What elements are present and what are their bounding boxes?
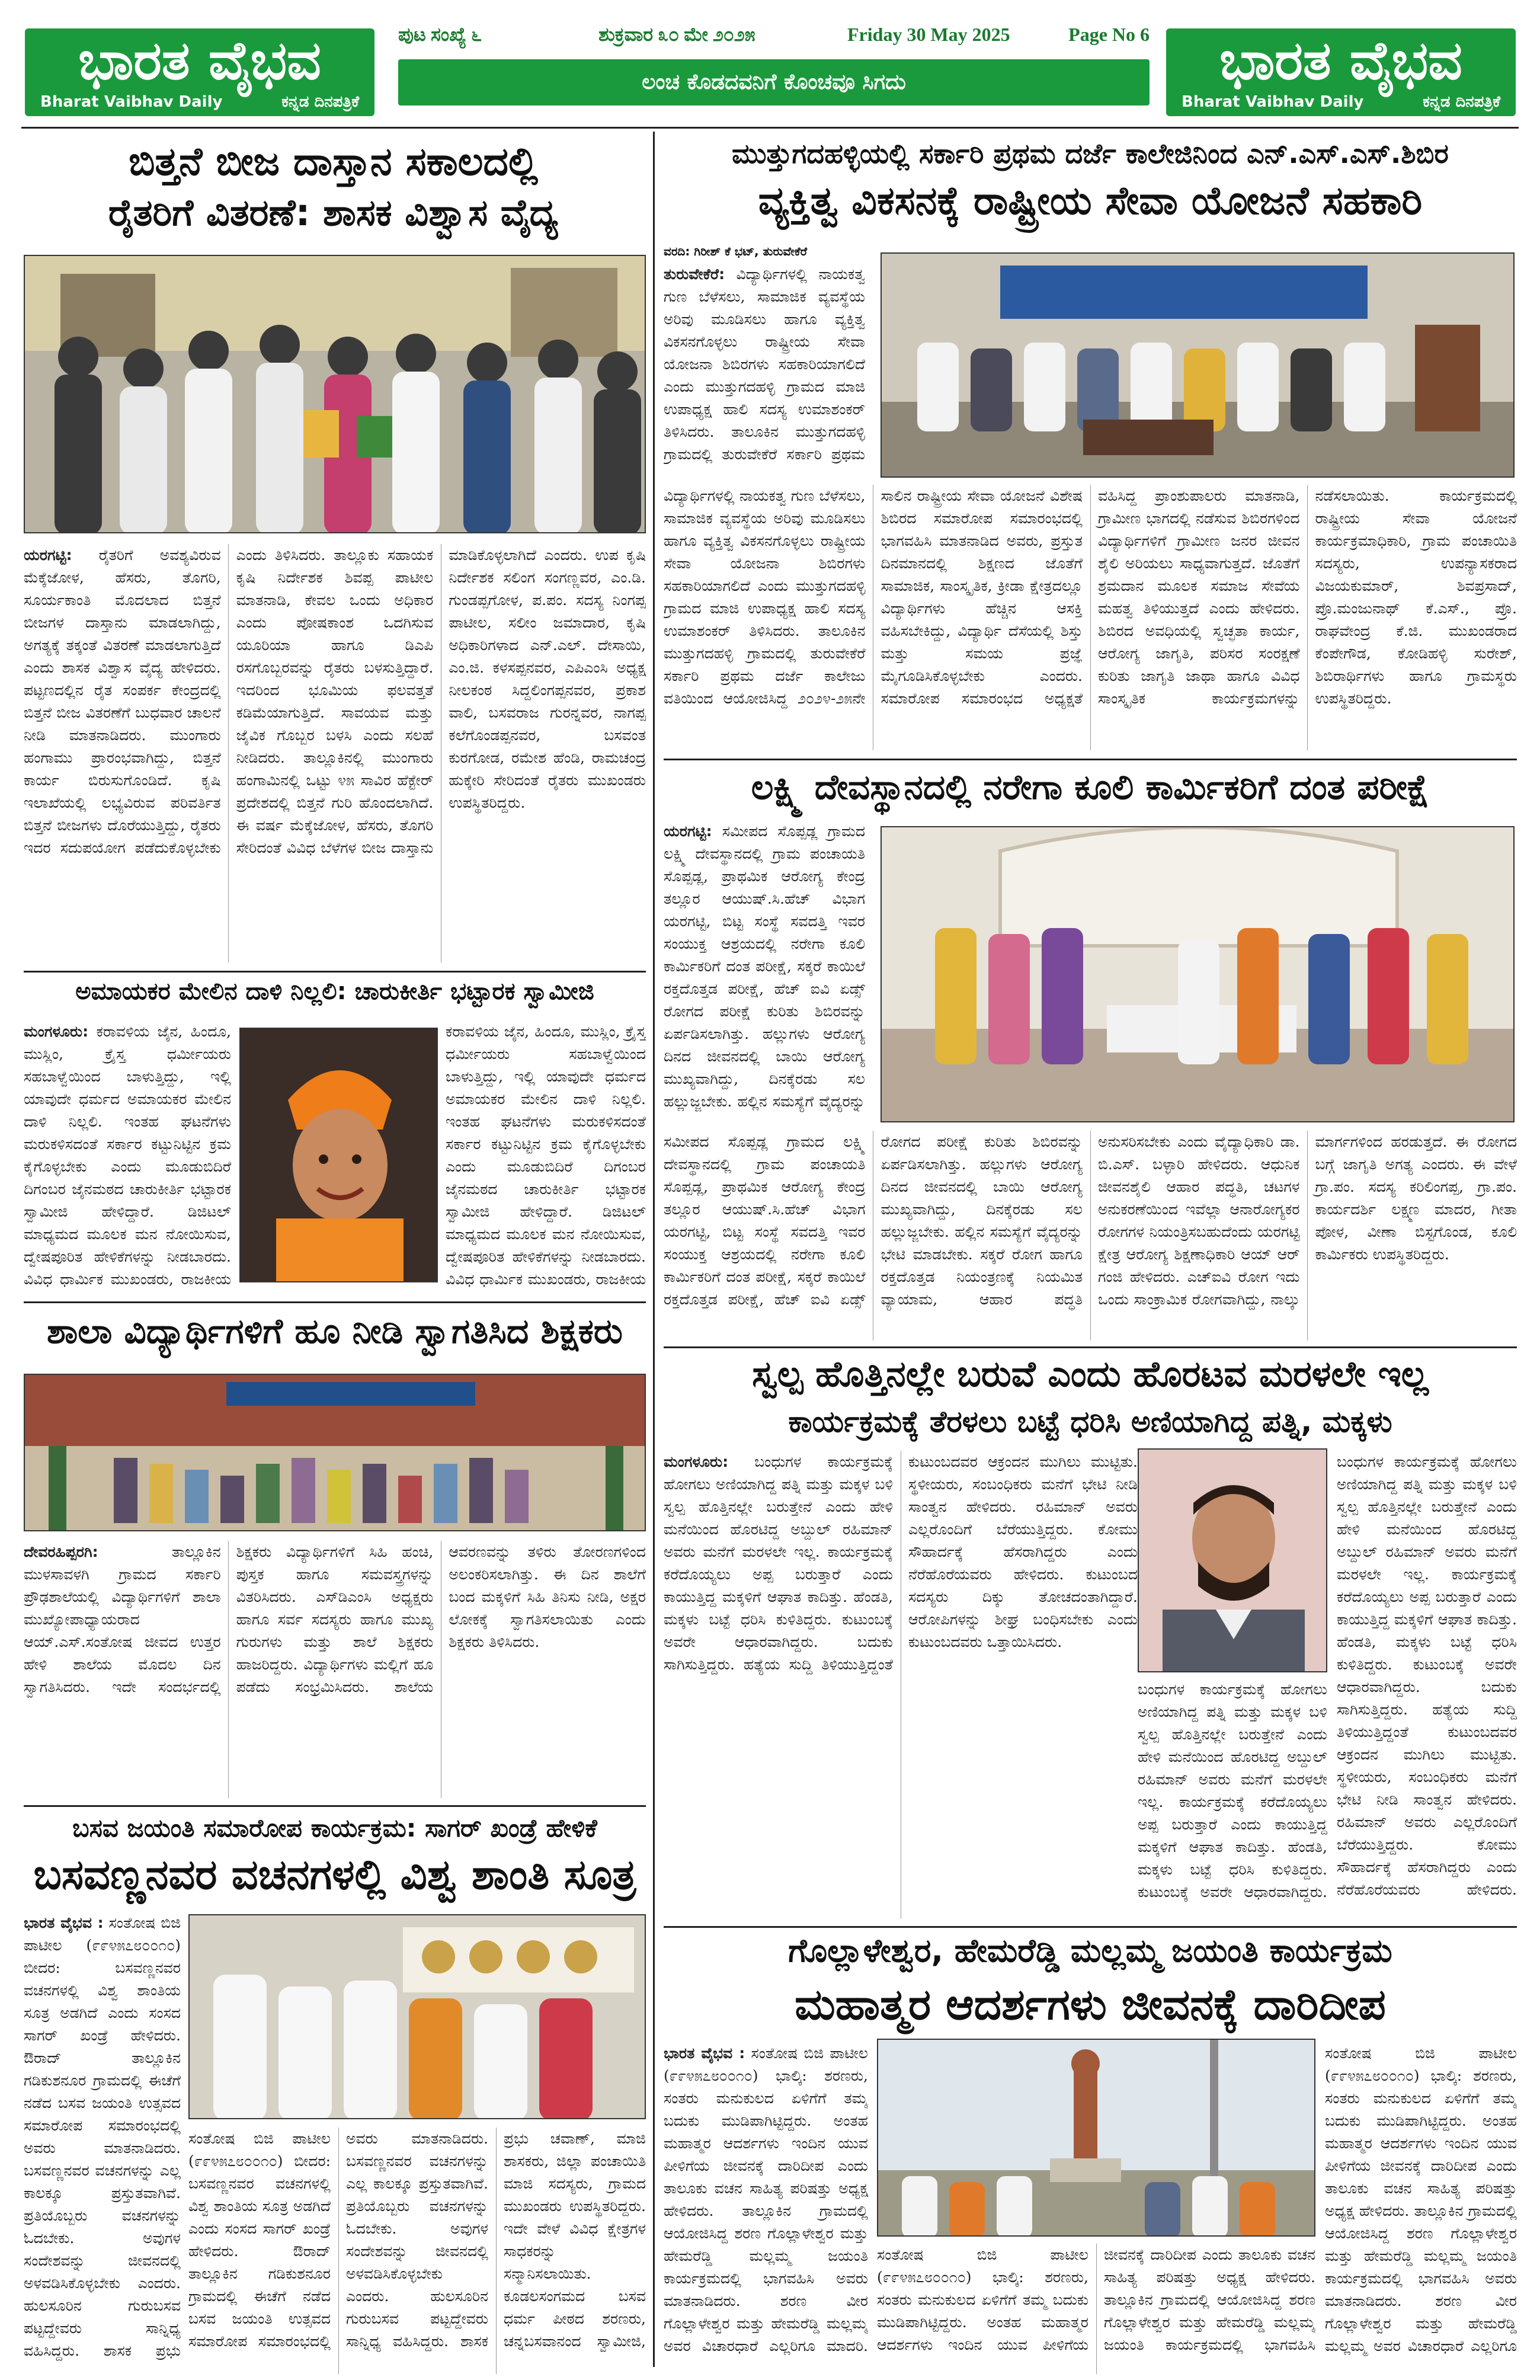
seeds-text: ರೈತರಿಗೆ ಅವಶ್ಯವಿರುವ ಮೆಕ್ಕೆಜೋಳ, ಹೆಸರು, ತೊಗರಿ, ಸೂರ್ಯಕಾಂತಿ ಮೊದಲಾದ ಬಿತ್ತನೆ ಬೀಜಗಳ ದಾಸ್ತಾನು ಮಾಡಲಾಗಿದ್ದು, ಅಗತ್ಯಕ್ಕೆ ತಕ್ಕಂತೆ ವಿತರಣೆ ಮಾಡಲಾಗುತ್ತಿದೆ ಎಂದು ಶಾಸಕ ವಿಶ್ವಾಸ ವೈದ್ಯ ಹೇಳಿದರು. ಪಟ್ಟಣದಲ್ಲಿನ ರೈತ ಸಂಪರ್ಕ ಕೇಂದ್ರದಲ್ಲಿ ಬಿತ್ತನೆ ಬೀಜ ವಿತರಣೆಗೆ ಬುಧವಾರ ಚಾಲನೆ ನೀಡಿ ಮಾತನಾಡಿದರು. ಮುಂಗಾರು ಹಂಗಾಮು ಪ್ರಾರಂಭವಾಗಿದ್ದು, ಬಿತ್ತನೆ ಕಾರ್ಯ ಬಿರುಸುಗೊಂಡಿದೆ. ಕೃಷಿ ಇಲಾಖೆಯಲ್ಲಿ ಲಭ್ಯವಿರುವ ಪರಿವರ್ತಿತ ಬಿತ್ತನೆ ಬೀಜಗಳು ದೊರೆಯುತ್ತಿದ್ದು, ರೈತರು ಇದರ ಸದುಪಯೋಗ ಪಡೆದುಕೊಳ್ಳಬೇಕು ಎಂದು ತಿಳಿಸಿದರು. ತಾಲ್ಲೂಕು ಸಹಾಯಕ ಕೃಷಿ ನಿರ್ದೇಶಕ ಶಿವಪ್ಪ ಪಾಟೀಲ ಮಾತನಾಡಿ, ಕೇವಲ ಒಂದು ಅಧಿಕಾರ ಎಂದು ಪೋಷಕಾಂಶ ಒದಗಿಸುವ ಯೂರಿಯಾ ಹಾಗೂ ಡಿಎಪಿ ರಸಗೊಬ್ಬರವನ್ನು ರೈತರು ಬಳಸುತ್ತಿದ್ದಾರೆ. ಇದರಿಂದ ಭೂಮಿಯ ಫಲವತ್ತತೆ ಕಡಿಮೆಯಾಗುತ್ತಿದೆ. ಸಾವಯವ ಮತ್ತು ಜೈವಿಕ ಗೊಬ್ಬರ ಬಳಸಿ ಎಂದು ಸಲಹೆ ನೀಡಿದರು. ತಾಲ್ಲೂಕಿನಲ್ಲಿ ಮುಂಗಾರು ಹಂಗಾಮಿನಲ್ಲಿ ಒಟ್ಟು ೪೫ ಸಾವಿರ ಹೆಕ್ಟೇರ್ ಪ್ರದೇಶದಲ್ಲಿ ಬಿತ್ತನೆ ಗುರಿ ಹೊಂದಲಾಗಿದೆ. ಈ ವರ್ಷ ಮೆಕ್ಕೆಜೋಳ, ಹೆಸರು, ತೊಗರಿ ಸೇರಿದಂತೆ ವಿವಿಧ ಬೆಳೆಗಳ ಬೀಜ ದಾಸ್ತಾನು ಮಾಡಿಕೊಳ್ಳಲಾಗಿದೆ ಎಂದರು. ಉಪ ಕೃಷಿ ನಿರ್ದೇಶಕ ಸಲಿಂಗ ಸಂಗಣ್ಣವರ, ಎಂ.ಡಿ. ಗುಂಡಪ್ಪಗೋಳ, ಪ.ಪಂ. ಸದಸ್ಯ ನಿಂಗಪ್ಪ ಪಾಟೀಲ, ಸಲೀಂ ಜಮಾದಾರ, ಕೃಷಿ ಅಧಿಕಾರಿಗಳಾದ ಎನ್.ಎಲ್. ದೇಸಾಯಿ, ಎಂ.ಜಿ. ಕಳಸಪ್ಪನವರ, ಎಪಿಎಂಸಿ ಅಧ್ಯಕ್ಷ ನೀಲಕಂಠ ಸಿದ್ದಲಿಂಗಪ್ಪನವರ, ಪ್ರಕಾಶ ವಾಲಿ, ಬಸವರಾಜ ಗುರನ್ನವರ, ನಾಗಪ್ಪ ಕಲೆಗೊಂಡಪ್ಪನವರ, ಬಸವಂತ ಕುರಗೋಡ, ರಮೇಶ ಹೆಂಡಿ, ರಾಮಚಂದ್ರ ಹುಕ್ಕೇರಿ ಸೇರಿದಂತೆ ರೈತರು ಮುಖಂಡರು ಉಪಸ್ಥಿತರಿದ್ದರು. — [24, 546, 646, 856]
nrega-text: ಸಮೀಪದ ಸೊಪ್ಪಡ್ಲ ಗ್ರಾಮದ ಲಕ್ಷ್ಮಿ ದೇವಸ್ಥಾನದಲ್ಲಿ ಗ್ರಾಮ ಪಂಚಾಯತಿ ಸೊಪ್ಪಡ್ಲ, ಪ್ರಾಥಮಿಕ ಆರೋಗ್ಯ ಕೇಂದ್ರ ತಲ್ಲೂರ ಆಯುಷ್.ಸಿ.ಹೆಚ್ ವಿಭಾಗ ಯರಗಟ್ಟಿ, ಬಿಟ್ಟ ಸಂಸ್ಥೆ ಸವದತ್ತಿ ಇವರ ಸಂಯುಕ್ತ ಆಶ್ರಯದಲ್ಲಿ ನರೇಗಾ ಕೂಲಿ ಕಾರ್ಮಿಕರಿಗೆ ದಂತ ಪರೀಕ್ಷೆ, ಸಕ್ಕರೆ ಕಾಯಿಲೆ ರಕ್ತದೊತ್ತಡ ಪರೀಕ್ಷೆ, ಹೆಚ್ ಐವಿ ಏಡ್ಸ್ ರೋಗದ ಪರೀಕ್ಷೆ ಕುರಿತು ಶಿಬಿರವನ್ನು ಏರ್ಪಡಿಸಲಾಗಿತ್ತು. ಹಲ್ಲುಗಳು ಆರೋಗ್ಯ ದಿನದ ಜೀವನದಲ್ಲಿ ಬಾಯಿ ಆರೋಗ್ಯ ಮುಖ್ಯವಾಗಿದ್ದು, ದಿನಕ್ಕೆರಡು ಸಲ ಹಲ್ಲುಜ್ಜಬೇಕು. ಹಲ್ಲಿನ ಸಮಸ್ಯೆಗೆ ವೈದ್ಯರನ್ನು — [664, 823, 865, 1110]
basava-photo — [188, 1914, 646, 2119]
basava-text-cont: ಸಂತೋಷ ಬಿಜಿ ಪಾಟೀಲ (೯೯೪೫೭೮೦೦೧೦) ಬೀದರ: ಬಸವಣ್ಣನವರ ವಚನಗಳಲ್ಲಿ ವಿಶ್ವ ಶಾಂತಿಯ ಸೂತ್ರ ಅಡಗಿದೆ ಎಂದು ಸಂಸದ ಸಾಗರ್ ಖಂಡ್ರೆ ಹೇಳಿದರು. ಔರಾದ್ ತಾಲ್ಲೂಕಿನ ಗಡಿಕುಶನೂರ ಗ್ರಾಮದಲ್ಲಿ ಈಚೆಗೆ ನಡೆದ ಬಸವ ಜಯಂತಿ ಉತ್ಸವದ ಸಮಾರೋಪ ಸಮಾರಂಭದಲ್ಲಿ ಅವರು ಮಾತನಾಡಿದರು. ಬಸವಣ್ಣನವರ ವಚನಗಳನ್ನು ಎಲ್ಲ ಕಾಲಕ್ಕೂ ಪ್ರಸ್ತುತವಾಗಿವೆ. ಪ್ರತಿಯೊಬ್ಬರು ವಚನಗಳನ್ನು ಓದಬೇಕು. ಅವುಗಳ ಸಂದೇಶವನ್ನು ಜೀವನದಲ್ಲಿ ಅಳವಡಿಸಿಕೊಳ್ಳಬೇಕು ಎಂದರು. ಹುಲಸೂರಿನ ಗುರುಬಸವ ಪಟ್ಟದ್ದೇವರು ಸಾನ್ನಿಧ್ಯ ವಹಿಸಿದ್ದರು. ಶಾಸಕ ಪ್ರಭು ಚವಾಣ್, ಮಾಜಿ ಶಾಸಕರು, ಜಿಲ್ಲಾ ಪಂಚಾಯಿತಿ ಮಾಜಿ ಸದಸ್ಯರು, ಗ್ರಾಮದ ಮುಖಂಡರು ಉಪಸ್ಥಿತರಿದ್ದರು. ಇದೇ ವೇಳೆ ವಿವಿಧ ಕ್ಷೇತ್ರಗಳ ಸಾಧಕರನ್ನು ಸನ್ಮಾನಿಸಲಾಯಿತು. ಕೂಡಲಸಂಗಮದ ಬಸವ ಧರ್ಮ ಪೀಠದ ಶರಣರು, ಚನ್ನಬಸವಾನಂದ ಸ್ವಾಮೀಜಿ, — [188, 2130, 646, 2350]
marale-headline: ಸ್ವಲ್ಪ ಹೊತ್ತಿನಲ್ಲೇ ಬರುವೆ ಎಂದು ಹೊರಟವ ಮರಳಲೇ ಇಲ್ಲ — [752, 1354, 1429, 1395]
nrega-headline: ಲಕ್ಷ್ಮಿ ದೇವಸ್ಥಾನದಲ್ಲಿ ನರೇಗಾ ಕೂಲಿ ಕಾರ್ಮಿಕರಿಗೆ ದಂತ ಪರೀಕ್ಷೆ — [751, 767, 1430, 807]
jain-text: ಕರಾವಳಿಯ ಜೈನ, ಹಿಂದೂ, ಮುಸ್ಲಿಂ, ಕ್ರೈಸ್ತ ಧರ್ಮೀಯರು ಸಹಬಾಳ್ವೆಯಿಂದ ಬಾಳುತ್ತಿದ್ದು, ಇಲ್ಲಿ ಯಾವುದೇ ಧರ್ಮದ ಅಮಾಯಕರ ಮೇಲಿನ ದಾಳಿ ನಿಲ್ಲಲಿ. ಇಂತಹ ಘಟನೆಗಳು ಮರುಕಳಿಸದಂತೆ ಸರ್ಕಾರ ಕಟ್ಟುನಿಟ್ಟಿನ ಕ್ರಮ ಕೈಗೊಳ್ಳಬೇಕು ಎಂದು ಮೂಡುಬಿದಿರೆ ದಿಗಂಬರ ಜೈನಮಠದ ಚಾರುಕೀರ್ತಿ ಭಟ್ಟಾರಕ ಸ್ವಾಮೀಜಿ ಹೇಳಿದ್ದಾರೆ. ಡಿಜಿಟಲ್ ಮಾಧ್ಯಮದ ಮೂಲಕ ಮನ ನೋಯಿಸುವ, ದ್ವೇಷಪೂರಿತ ಹೇಳಿಕೆಗಳನ್ನು ನೀಡಬಾರದು. ವಿವಿಧ ಧಾರ್ಮಿಕ ಮುಖಂಡರು, ರಾಜಕೀಯ — [24, 1023, 231, 1288]
page-number: Page No 6 — [1068, 24, 1150, 45]
mahatma-body-right — [1325, 2042, 1517, 2374]
seeds-headline-2: ರೈತರಿಗೆ ವಿತರಣೆ: ಶಾಸಕ ವಿಶ್ವಾಸ ವೈದ್ಯ — [108, 191, 559, 234]
issue-number: ಪುಟ ಸಂಖ್ಯೆ ೬ — [398, 24, 482, 45]
nrega-body-left — [664, 820, 865, 1126]
mahatma-dateline: ಭಾರತ ವೈಭವ : — [664, 2045, 745, 2062]
masthead-title: ಭಾರತ ವೈಭವ — [78, 29, 321, 92]
masthead-subtitle-en: Bharat Vaibhav Daily — [40, 93, 223, 111]
mahatma-headline: ಮಹಾತ್ಮರ ಆದರ್ಶಗಳು ಜೀವನಕ್ಕೆ ದಾರಿದೀಪ — [795, 1979, 1386, 2029]
basava-body-right — [188, 2128, 646, 2374]
jain-body-right — [446, 1021, 646, 1293]
seeds-body — [24, 544, 646, 962]
nss-headline: ವ್ಯಕ್ತಿತ್ವ ವಿಕಸನಕ್ಕೆ ರಾಷ್ಟ್ರೀಯ ಸೇವಾ ಯೋಜನೆ ಸಹಕಾರಿ — [758, 178, 1423, 223]
nrega-dateline: ಯರಗಟ್ಟಿ: — [664, 823, 712, 840]
marale-dateline: ಮಂಗಳೂರು: — [664, 1453, 729, 1470]
mahatma-text-cont: ಸಂತೋಷ ಬಿಜಿ ಪಾಟೀಲ (೯೯೪೫೭೮೦೦೧೦) ಭಾಲ್ಕಿ: ಶರಣರು, ಸಂತರು ಮನುಕುಲದ ಏಳಿಗೆಗೆ ತಮ್ಮ ಬದುಕು ಮುಡಿಪಾಗಿಟ್ಟಿದ್ದರು. ಅಂತಹ ಮಹಾತ್ಮರ ಆದರ್ಶಗಳು ಇಂದಿನ ಯುವ ಪೀಳಿಗೆಯ ಜೀವನಕ್ಕೆ ದಾರಿದೀಪ ಎಂದು ತಾಲೂಕು ವಚನ ಸಾಹಿತ್ಯ ಪರಿಷತ್ತು ಅಧ್ಯಕ್ಷ ಹೇಳಿದರು. ತಾಲ್ಲೂಕಿನ ಗ್ರಾಮದಲ್ಲಿ ಆಯೋಜಿಸಿದ್ದ ಶರಣ ಗೊಲ್ಲಾಳೇಶ್ವರ ಮತ್ತು ಹೇಮರೆಡ್ಡಿ ಮಲ್ಲಮ್ಮ ಜಯಂತಿ ಕಾರ್ಯಕ್ರಮದಲ್ಲಿ ಭಾಗವಹಿಸಿ — [877, 2246, 1315, 2353]
date-kannada: ಶುಕ್ರವಾರ ೩೦ ಮೇ ೨೦೨೫ — [598, 24, 755, 45]
seeds-dateline: ಯರಗಟ್ಟಿ: — [24, 546, 72, 564]
rule-nss — [664, 759, 1517, 760]
rule-jain — [24, 1301, 646, 1303]
mahatma-text-end: ಸಂತೋಷ ಬಿಜಿ ಪಾಟೀಲ (೯೯೪೫೭೮೦೦೧೦) ಭಾಲ್ಕಿ: ಶರಣರು, ಸಂತರು ಮನುಕುಲದ ಏಳಿಗೆಗೆ ತಮ್ಮ ಬದುಕು ಮುಡಿಪಾಗಿಟ್ಟಿದ್ದರು. ಅಂತಹ ಮಹಾತ್ಮರ ಆದರ್ಶಗಳು ಇಂದಿನ ಯುವ ಪೀಳಿಗೆಯ ಜೀವನಕ್ಕೆ ದಾರಿದೀಪ ಎಂದು ತಾಲೂಕು ವಚನ ಸಾಹಿತ್ಯ ಪರಿಷತ್ತು ಅಧ್ಯಕ್ಷ ಹೇಳಿದರು. ತಾಲ್ಲೂಕಿನ ಗ್ರಾಮದಲ್ಲಿ ಆಯೋಜಿಸಿದ್ದ ಶರಣ ಗೊಲ್ಲಾಳೇಶ್ವರ ಮತ್ತು ಹೇಮರೆಡ್ಡಿ ಮಲ್ಲಮ್ಮ ಜಯಂತಿ ಕಾರ್ಯಕ್ರಮದಲ್ಲಿ ಭಾಗವಹಿಸಿ ಅವರು ಮಾತನಾಡಿದರು. ಶರಣ ವೀರ ಗೊಲ್ಲಾಳೇಶ್ವರ ಮತ್ತು ಹೇಮರೆಡ್ಡಿ ಮಲ್ಲಮ್ಮ ಅವರ ವಿಚಾರಧಾರೆ ಎಲ್ಲರಿಗೂ — [1325, 2045, 1517, 2355]
nss-text: ವಿದ್ಯಾರ್ಥಿಗಳಲ್ಲಿ ನಾಯಕತ್ವ ಗುಣ ಬೆಳೆಸಲು, ಸಾಮಾಜಿಕ ವ್ಯವಸ್ಥೆಯ ಅರಿವು ಮೂಡಿಸಲು ಹಾಗೂ ವ್ಯಕ್ತಿತ್ವ ವಿಕಸನಗೊಳ್ಳಲು ರಾಷ್ಟ್ರೀಯ ಸೇವಾ ಯೋಜನಾ ಶಿಬಿರಗಳು ಸಹಕಾರಿಯಾಗಲಿದೆ ಎಂದು ಮುತ್ತುಗದಹಳ್ಳಿ ಗ್ರಾಮದ ಮಾಜಿ ಉಪಾಧ್ಯಕ್ಷ ಹಾಲಿ ಸದಸ್ಯ ಉಮಾಶಂಕರ್ ತಿಳಿಸಿದರು. ತಾಲೂಕಿನ ಮುತ್ತುಗದಹಳ್ಳಿ ಗ್ರಾಮದಲ್ಲಿ ತುರುವೇಕೆರೆ ಸರ್ಕಾರಿ ಪ್ರಥಮ — [664, 265, 865, 463]
basava-body-left — [24, 1912, 181, 2374]
basava-dateline: ಭಾರತ ವೈಭವ : — [24, 1914, 104, 1931]
masthead-subtitle-en-right: Bharat Vaibhav Daily — [1182, 93, 1364, 111]
marale-body-left — [664, 1451, 1138, 1919]
mahatma-body-left — [664, 2042, 868, 2374]
mahatma-kicker: ಗೊಲ್ಲಾಳೇಶ್ವರ, ಹೇಮರೆಡ್ಡಿ ಮಲ್ಲಮ್ಮ ಜಯಂತಿ ಕಾರ್ಯಕ್ರಮ — [788, 1932, 1392, 1969]
marale-body-mid — [1138, 1678, 1327, 1919]
nss-byline: ವರದಿ: ಗಿರೀಶ್ ಕೆ ಭಟ್, ತುರುವೇಕೆರೆ — [664, 244, 808, 258]
marale-text-end: ಬಂಧುಗಳ ಕಾರ್ಯಕ್ರಮಕ್ಕೆ ಹೋಗಲು ಅಣಿಯಾಗಿದ್ದ ಪತ್ನಿ ಮತ್ತು ಮಕ್ಕಳ ಬಳಿ ಸ್ವಲ್ಪ ಹೊತ್ತಿನಲ್ಲೇ ಬರುತ್ತೇನೆ ಎಂದು ಹೇಳಿ ಮನೆಯಿಂದ ಹೊರಟಿದ್ದ ಅಬ್ದುಲ್ ರಹಿಮಾನ್ ಅವರು ಮನೆಗೆ ಮರಳಲೇ ಇಲ್ಲ. ಕಾರ್ಯಕ್ರಮಕ್ಕೆ ಕರೆದೊಯ್ಯಲು ಅಪ್ಪ ಬರುತ್ತಾರೆ ಎಂದು ಕಾಯುತ್ತಿದ್ದ ಮಕ್ಕಳಿಗೆ ಆಘಾತ ಕಾದಿತ್ತು. ಹೆಂಡತಿ, ಮಕ್ಕಳು ಬಟ್ಟೆ ಧರಿಸಿ ಕುಳಿತಿದ್ದರು. ಕುಟುಂಬಕ್ಕೆ ಅವರೇ ಆಧಾರವಾಗಿದ್ದರು. ಬದುಕು ಸಾಗಿಸುತ್ತಿದ್ದರು. ಹತ್ಯೆಯ ಸುದ್ದಿ ತಿಳಿಯುತ್ತಿದ್ದಂತೆ ಕುಟುಂಬದವರ ಆಕ್ರಂದನ ಮುಗಿಲು ಮುಟ್ಟಿತು. ಸ್ಥಳೀಯರು, ಸಂಬಂಧಿಕರು ಮನೆಗೆ ಭೇಟಿ ನೀಡಿ ಸಾಂತ್ವನ ಹೇಳಿದರು. ರಹಿಮಾನ್ ಅವರು ಎಲ್ಲರೊಂದಿಗೆ ಬೆರೆಯುತ್ತಿದ್ದರು. ಕೋಮು ಸೌಹಾರ್ದಕ್ಕೆ ಹೆಸರಾಗಿದ್ದರು ಎಂದು ನೆರೆಹೊರೆಯವರು ಹೇಳಿದರು. — [1337, 1453, 1517, 1898]
seeds-headline-1: ಬಿತ್ತನೆ ಬೀಜ ದಾಸ್ತಾನ ಸಕಾಲದಲ್ಲಿ — [129, 139, 538, 184]
nrega-photo — [881, 826, 1515, 1122]
rule-seeds — [24, 971, 646, 973]
masthead-logo-right — [1166, 28, 1516, 116]
marale-text-cont: ಬಂಧುಗಳ ಕಾರ್ಯಕ್ರಮಕ್ಕೆ ಹೋಗಲು ಅಣಿಯಾಗಿದ್ದ ಪತ್ನಿ ಮತ್ತು ಮಕ್ಕಳ ಬಳಿ ಸ್ವಲ್ಪ ಹೊತ್ತಿನಲ್ಲೇ ಬರುತ್ತೇನೆ ಎಂದು ಹೇಳಿ ಮನೆಯಿಂದ ಹೊರಟಿದ್ದ ಅಬ್ದುಲ್ ರಹಿಮಾನ್ ಅವರು ಮನೆಗೆ ಮರಳಲೇ ಇಲ್ಲ. ಕಾರ್ಯಕ್ರಮಕ್ಕೆ ಕರೆದೊಯ್ಯಲು ಅಪ್ಪ ಬರುತ್ತಾರೆ ಎಂದು ಕಾಯುತ್ತಿದ್ದ ಮಕ್ಕಳಿಗೆ ಆಘಾತ ಕಾದಿತ್ತು. ಹೆಂಡತಿ, ಮಕ್ಕಳು ಬಟ್ಟೆ ಧರಿಸಿ ಕುಳಿತಿದ್ದರು. ಕುಟುಂಬಕ್ಕೆ ಅವರೇ ಆಧಾರವಾಗಿದ್ದರು. — [1138, 1681, 1327, 1901]
school-photo — [24, 1374, 646, 1531]
jain-text-cont: ಕರಾವಳಿಯ ಜೈನ, ಹಿಂದೂ, ಮುಸ್ಲಿಂ, ಕ್ರೈಸ್ತ ಧರ್ಮೀಯರು ಸಹಬಾಳ್ವೆಯಿಂದ ಬಾಳುತ್ತಿದ್ದು, ಇಲ್ಲಿ ಯಾವುದೇ ಧರ್ಮದ ಅಮಾಯಕರ ಮೇಲಿನ ದಾಳಿ ನಿಲ್ಲಲಿ. ಇಂತಹ ಘಟನೆಗಳು ಮರುಕಳಿಸದಂತೆ ಸರ್ಕಾರ ಕಟ್ಟುನಿಟ್ಟಿನ ಕ್ರಮ ಕೈಗೊಳ್ಳಬೇಕು ಎಂದು ಮೂಡುಬಿದಿರೆ ದಿಗಂಬರ ಜೈನಮಠದ ಚಾರುಕೀರ್ತಿ ಭಟ್ಟಾರಕ ಸ್ವಾಮೀಜಿ ಹೇಳಿದ್ದಾರೆ. ಡಿಜಿಟಲ್ ಮಾಧ್ಯಮದ ಮೂಲಕ ಮನ ನೋಯಿಸುವ, ದ್ವೇಷಪೂರಿತ ಹೇಳಿಕೆಗಳನ್ನು ನೀಡಬಾರದು. ವಿವಿಧ ಧಾರ್ಮಿಕ ಮುಖಂಡರು, ರಾಜಕೀಯ — [446, 1023, 646, 1288]
school-body — [24, 1541, 646, 1798]
rule-nrega — [664, 1346, 1517, 1348]
seeds-photo — [24, 255, 646, 533]
nss-dateline: ತುರುವೇಕೆರೆ: — [664, 265, 725, 283]
rule-school — [24, 1805, 646, 1807]
masthead-rule — [21, 127, 1519, 129]
basava-headline: ಬಸವಣ್ಣನವರ ವಚನಗಳಲ್ಲಿ ವಿಶ್ವ ಶಾಂತಿ ಸೂತ್ರ — [33, 1850, 636, 1899]
masthead-subtitle-kn: ಕನ್ನಡ ದಿನಪತ್ರಿಕೆ — [281, 93, 359, 111]
mahatma-text: ಸಂತೋಷ ಬಿಜಿ ಪಾಟೀಲ (೯೯೪೫೭೮೦೦೧೦) ಭಾಲ್ಕಿ: ಶರಣರು, ಸಂತರು ಮನುಕುಲದ ಏಳಿಗೆಗೆ ತಮ್ಮ ಬದುಕು ಮುಡಿಪಾಗಿಟ್ಟಿದ್ದರು. ಅಂತಹ ಮಹಾತ್ಮರ ಆದರ್ಶಗಳು ಇಂದಿನ ಯುವ ಪೀಳಿಗೆಯ ಜೀವನಕ್ಕೆ ದಾರಿದೀಪ ಎಂದು ತಾಲೂಕು ವಚನ ಸಾಹಿತ್ಯ ಪರಿಷತ್ತು ಅಧ್ಯಕ್ಷ ಹೇಳಿದರು. ತಾಲ್ಲೂಕಿನ ಗ್ರಾಮದಲ್ಲಿ ಆಯೋಜಿಸಿದ್ದ ಶರಣ ಗೊಲ್ಲಾಳೇಶ್ವರ ಮತ್ತು ಹೇಮರೆಡ್ಡಿ ಮಲ್ಲಮ್ಮ ಜಯಂತಿ ಕಾರ್ಯಕ್ರಮದಲ್ಲಿ ಭಾಗವಹಿಸಿ ಅವರು ಮಾತನಾಡಿದರು. ಶರಣ ವೀರ ಗೊಲ್ಲಾಳೇಶ್ವರ ಮತ್ತು ಹೇಮರೆಡ್ಡಿ ಮಲ್ಲಮ್ಮ ಅವರ ವಿಚಾರಧಾರೆ ಎಲ್ಲರಿಗೂ ಮಾದರಿ. — [664, 2045, 868, 2355]
nss-kicker: ಮುತ್ತುಗದಹಳ್ಳಿಯಲ್ಲಿ ಸರ್ಕಾರಿ ಪ್ರಥಮ ದರ್ಜೆ ಕಾಲೇಜಿನಿಂದ ಎನ್.ಎಸ್.ಎಸ್.ಶಿಬಿರ — [732, 137, 1449, 169]
nss-body — [664, 485, 1517, 750]
masthead-logo-left — [25, 28, 374, 116]
nss-text-cont: ವಿದ್ಯಾರ್ಥಿಗಳಲ್ಲಿ ನಾಯಕತ್ವ ಗುಣ ಬೆಳೆಸಲು, ಸಾಮಾಜಿಕ ವ್ಯವಸ್ಥೆಯ ಅರಿವು ಮೂಡಿಸಲು ಹಾಗೂ ವ್ಯಕ್ತಿತ್ವ ವಿಕಸನಗೊಳ್ಳಲು ರಾಷ್ಟ್ರೀಯ ಸೇವಾ ಯೋಜನಾ ಶಿಬಿರಗಳು ಸಹಕಾರಿಯಾಗಲಿದೆ ಎಂದು ಮುತ್ತುಗದಹಳ್ಳಿ ಗ್ರಾಮದ ಮಾಜಿ ಉಪಾಧ್ಯಕ್ಷ ಹಾಲಿ ಸದಸ್ಯ ಉಮಾಶಂಕರ್ ತಿಳಿಸಿದರು. ತಾಲೂಕಿನ ಮುತ್ತುಗದಹಳ್ಳಿ ಗ್ರಾಮದಲ್ಲಿ ತುರುವೇಕೆರೆ ಸರ್ಕಾರಿ ಪ್ರಥಮ ದರ್ಜೆ ಕಾಲೇಜು ವತಿಯಿಂದ ಆಯೋಜಿಸಿದ್ದ ೨೦೨೪-೨೫ನೇ ಸಾಲಿನ ರಾಷ್ಟ್ರೀಯ ಸೇವಾ ಯೋಜನೆ ವಿಶೇಷ ಶಿಬಿರದ ಸಮಾರೋಪ ಸಮಾರಂಭದಲ್ಲಿ ಭಾಗವಹಿಸಿ ಮಾತನಾಡಿದ ಅವರು, ಪ್ರಸ್ತುತ ದಿನಮಾನದಲ್ಲಿ ಶಿಕ್ಷಣದ ಜೊತೆಗೆ ಸಾಮಾಜಿಕ, ಸಾಂಸ್ಕೃತಿಕ, ಕ್ರೀಡಾ ಕ್ಷೇತ್ರದಲ್ಲೂ ವಿದ್ಯಾರ್ಥಿಗಳು ಹೆಚ್ಚಿನ ಆಸಕ್ತಿ ವಹಿಸಬೇಕಿದ್ದು, ವಿದ್ಯಾರ್ಥಿ ದೆಸೆಯಲ್ಲಿ ಶಿಸ್ತು ಮತ್ತು ಸಮಯ ಪ್ರಜ್ಞೆ ಮೈಗೂಡಿಸಿಕೊಳ್ಳಬೇಕು ಎಂದರು. ಸಮಾರೋಪ ಸಮಾರಂಭದ ಅಧ್ಯಕ್ಷತೆ ವಹಿಸಿದ್ದ ಪ್ರಾಂಶುಪಾಲರು ಮಾತನಾಡಿ, ಗ್ರಾಮೀಣ ಭಾಗದಲ್ಲಿ ನಡೆಸುವ ಶಿಬಿರಗಳಿಂದ ವಿದ್ಯಾರ್ಥಿಗಳಿಗೆ ಗ್ರಾಮೀಣ ಜನರ ಜೀವನ ಶೈಲಿ ಅರಿಯಲು ಸಾಧ್ಯವಾಗುತ್ತದೆ. ಜೊತೆಗೆ ಶ್ರಮದಾನ ಮೂಲಕ ಸಮಾಜ ಸೇವೆಯ ಮಹತ್ವ ತಿಳಿಯುತ್ತದೆ ಎಂದು ಹೇಳಿದರು. ಶಿಬಿರದ ಅವಧಿಯಲ್ಲಿ ಸ್ವಚ್ಛತಾ ಕಾರ್ಯ, ಆರೋಗ್ಯ ಜಾಗೃತಿ, ಪರಿಸರ ಸಂರಕ್ಷಣೆ ಕುರಿತು ಜಾಗೃತಿ ಜಾಥಾ ಹಾಗೂ ವಿವಿಧ ಸಾಂಸ್ಕೃತಿಕ ಕಾರ್ಯಕ್ರಮಗಳನ್ನು ನಡೆಸಲಾಯಿತು. ಕಾರ್ಯಕ್ರಮದಲ್ಲಿ ರಾಷ್ಟ್ರೀಯ ಸೇವಾ ಯೋಜನೆ ಕಾರ್ಯಕ್ರಮಾಧಿಕಾರಿ, ಗ್ರಾಮ ಪಂಚಾಯಿತಿ ಸದಸ್ಯರು, ಉಪನ್ಯಾಸಕರಾದ ವಿಜಯಕುಮಾರ್, ಶಿವಪ್ರಸಾದ್, ಪ್ರೊ.ಮಂಜುನಾಥ್ ಕೆ.ಎಸ್., ಪ್ರೊ. ರಾಘವೇಂದ್ರ ಕೆ.ಜಿ. ಮುಖಂಡರಾದ ಕೆಂಪೇಗೌಡ, ಕೋಡಿಹಳ್ಳಿ ಸುರೇಶ್, ಶಿಬಿರಾರ್ಥಿಗಳು ಹಾಗೂ ಗ್ರಾಮಸ್ಥರು ಉಪಸ್ಥಿತರಿದ್ದರು. — [664, 487, 1517, 707]
jain-headline: ಅಮಾಯಕರ ಮೇಲಿನ ದಾಳಿ ನಿಲ್ಲಲಿ: ಚಾರುಕೀರ್ತಿ ಭಟ್ಟಾರಕ ಸ್ವಾಮೀಜಿ — [75, 978, 594, 1005]
jain-dateline: ಮಂಗಳೂರು: — [24, 1023, 89, 1040]
rahiman-photo — [1138, 1448, 1327, 1672]
mahatma-body-mid — [877, 2244, 1315, 2374]
swamiji-photo — [239, 1028, 438, 1282]
basava-kicker: ಬಸವ ಜಯಂತಿ ಸಮಾರೋಪ ಕಾರ್ಯಕ್ರಮ: ಸಾಗರ್ ಖಂಡ್ರೆ ಹೇಳಿಕೆ — [72, 1813, 597, 1842]
jain-body-left — [24, 1021, 231, 1293]
rule-marale — [664, 1926, 1517, 1928]
date-english: Friday 30 May 2025 — [847, 24, 1010, 45]
school-headline: ಶಾಲಾ ವಿದ್ಯಾರ್ಥಿಗಳಿಗೆ ಹೂ ನೀಡಿ ಸ್ವಾಗತಿಸಿದ ಶಿಕ್ಷಕರು — [46, 1311, 623, 1351]
mahatma-photo — [877, 2039, 1315, 2237]
column-divider — [653, 132, 655, 2367]
basava-text: ಸಂತೋಷ ಬಿಜಿ ಪಾಟೀಲ (೯೯೪೫೭೮೦೦೧೦) ಬೀದರ: ಬಸವಣ್ಣನವರ ವಚನಗಳಲ್ಲಿ ವಿಶ್ವ ಶಾಂತಿಯ ಸೂತ್ರ ಅಡಗಿದೆ ಎಂದು ಸಂಸದ ಸಾಗರ್ ಖಂಡ್ರೆ ಹೇಳಿದರು. ಔರಾದ್ ತಾಲ್ಲೂಕಿನ ಗಡಿಕುಶನೂರ ಗ್ರಾಮದಲ್ಲಿ ಈಚೆಗೆ ನಡೆದ ಬಸವ ಜಯಂತಿ ಉತ್ಸವದ ಸಮಾರೋಪ ಸಮಾರಂಭದಲ್ಲಿ ಅವರು ಮಾತನಾಡಿದರು. ಬಸವಣ್ಣನವರ ವಚನಗಳನ್ನು ಎಲ್ಲ ಕಾಲಕ್ಕೂ ಪ್ರಸ್ತುತವಾಗಿವೆ. ಪ್ರತಿಯೊಬ್ಬರು ವಚನಗಳನ್ನು ಓದಬೇಕು. ಅವುಗಳ ಸಂದೇಶವನ್ನು ಜೀವನದಲ್ಲಿ ಅಳವಡಿಸಿಕೊಳ್ಳಬೇಕು ಎಂದರು. ಹುಲಸೂರಿನ ಗುರುಬಸವ ಪಟ್ಟದ್ದೇವರು ಸಾನ್ನಿಧ್ಯ ವಹಿಸಿದ್ದರು. ಶಾಸಕ ಪ್ರಭು — [24, 1914, 181, 2359]
school-dateline: ದೇವರಹಿಪ್ಪರಗಿ: — [24, 1543, 98, 1560]
marale-text: ಬಂಧುಗಳ ಕಾರ್ಯಕ್ರಮಕ್ಕೆ ಹೋಗಲು ಅಣಿಯಾಗಿದ್ದ ಪತ್ನಿ ಮತ್ತು ಮಕ್ಕಳ ಬಳಿ ಸ್ವಲ್ಪ ಹೊತ್ತಿನಲ್ಲೇ ಬರುತ್ತೇನೆ ಎಂದು ಹೇಳಿ ಮನೆಯಿಂದ ಹೊರಟಿದ್ದ ಅಬ್ದುಲ್ ರಹಿಮಾನ್ ಅವರು ಮನೆಗೆ ಮರಳಲೇ ಇಲ್ಲ. ಕಾರ್ಯಕ್ರಮಕ್ಕೆ ಕರೆದೊಯ್ಯಲು ಅಪ್ಪ ಬರುತ್ತಾರೆ ಎಂದು ಕಾಯುತ್ತಿದ್ದ ಮಕ್ಕಳಿಗೆ ಆಘಾತ ಕಾದಿತ್ತು. ಹೆಂಡತಿ, ಮಕ್ಕಳು ಬಟ್ಟೆ ಧರಿಸಿ ಕುಳಿತಿದ್ದರು. ಕುಟುಂಬಕ್ಕೆ ಅವರೇ ಆಧಾರವಾಗಿದ್ದರು. ಬದುಕು ಸಾಗಿಸುತ್ತಿದ್ದರು. ಹತ್ಯೆಯ ಸುದ್ದಿ ತಿಳಿಯುತ್ತಿದ್ದಂತೆ ಕುಟುಂಬದವರ ಆಕ್ರಂದನ ಮುಗಿಲು ಮುಟ್ಟಿತು. ಸ್ಥಳೀಯರು, ಸಂಬಂಧಿಕರು ಮನೆಗೆ ಭೇಟಿ ನೀಡಿ ಸಾಂತ್ವನ ಹೇಳಿದರು. ರಹಿಮಾನ್ ಅವರು ಎಲ್ಲರೊಂದಿಗೆ ಬೆರೆಯುತ್ತಿದ್ದರು. ಕೋಮು ಸೌಹಾರ್ದಕ್ಕೆ ಹೆಸರಾಗಿದ್ದರು ಎಂದು ನೆರೆಹೊರೆಯವರು ಹೇಳಿದರು. ಕುಟುಂಬದ ಸದಸ್ಯರು ದಿಕ್ಕು ತೋಚದಂತಾಗಿದ್ದಾರೆ. ಆರೋಪಿಗಳನ್ನು ಶೀಘ್ರ ಬಂಧಿಸಬೇಕು ಎಂದು ಕುಟುಂಬದವರು ಒತ್ತಾಯಿಸಿದರು. — [664, 1453, 1138, 1673]
nss-body-left — [664, 263, 865, 474]
nrega-body — [664, 1131, 1517, 1341]
masthead-subtitle-kn-right: ಕನ್ನಡ ದಿನಪತ್ರಿಕೆ — [1423, 93, 1500, 111]
school-text: ತಾಲ್ಲೂಕಿನ ಮುಳಸಾವಳಗಿ ಗ್ರಾಮದ ಸರ್ಕಾರಿ ಪ್ರೌಢಶಾಲೆಯಲ್ಲಿ ವಿದ್ಯಾರ್ಥಿಗಳಿಗೆ ಶಾಲಾ ಮುಖ್ಯೋಪಾಧ್ಯಾಯರಾದ ಆಯ್.ಎಸ್.ಸಂತೋಷ ಜೀವದ ಉತ್ತರ ಹೇಳಿ ಶಾಲೆಯ ಮೊದಲ ದಿನ ಸ್ವಾಗತಿಸಿದರು. ಇದೇ ಸಂದರ್ಭದಲ್ಲಿ ಶಿಕ್ಷಕರು ವಿದ್ಯಾರ್ಥಿಗಳಿಗೆ ಸಿಹಿ ಹಂಚಿ, ಪುಸ್ತಕ ಹಾಗೂ ಸಮವಸ್ತ್ರಗಳನ್ನು ವಿತರಿಸಿದರು. ಎಸ್‌ಡಿಎಂಸಿ ಅಧ್ಯಕ್ಷರು ಹಾಗೂ ಸರ್ವ ಸದಸ್ಯರು ಹಾಗೂ ಮುಖ್ಯ ಗುರುಗಳು ಮತ್ತು ಶಾಲೆ ಶಿಕ್ಷಕರು ಹಾಜರಿದ್ದರು. ವಿದ್ಯಾರ್ಥಿಗಳು ಮಲ್ಲಿಗೆ ಹೂ ಪಡೆದು ಸಂಭ್ರಮಿಸಿದರು. ಶಾಲೆಯ ಆವರಣವನ್ನು ತಳಿರು ತೋರಣಗಳಿಂದ ಅಲಂಕರಿಸಲಾಗಿತ್ತು. ಈ ದಿನ ಶಾಲೆಗೆ ಬಂದ ಮಕ್ಕಳಿಗೆ ಸಿಹಿ ತಿನಿಸು ನೀಡಿ, ಅಕ್ಷರ ಲೋಕಕ್ಕೆ ಸ್ವಾಗತಿಸಲಾಯಿತು ಎಂದು ಶಿಕ್ಷಕರು ತಿಳಿಸಿದರು. — [24, 1543, 646, 1696]
nrega-text-cont: ಸಮೀಪದ ಸೊಪ್ಪಡ್ಲ ಗ್ರಾಮದ ಲಕ್ಷ್ಮಿ ದೇವಸ್ಥಾನದಲ್ಲಿ ಗ್ರಾಮ ಪಂಚಾಯತಿ ಸೊಪ್ಪಡ್ಲ, ಪ್ರಾಥಮಿಕ ಆರೋಗ್ಯ ಕೇಂದ್ರ ತಲ್ಲೂರ ಆಯುಷ್.ಸಿ.ಹೆಚ್ ವಿಭಾಗ ಯರಗಟ್ಟಿ, ಬಿಟ್ಟ ಸಂಸ್ಥೆ ಸವದತ್ತಿ ಇವರ ಸಂಯುಕ್ತ ಆಶ್ರಯದಲ್ಲಿ ನರೇಗಾ ಕೂಲಿ ಕಾರ್ಮಿಕರಿಗೆ ದಂತ ಪರೀಕ್ಷೆ, ಸಕ್ಕರೆ ಕಾಯಿಲೆ ರಕ್ತದೊತ್ತಡ ಪರೀಕ್ಷೆ, ಹೆಚ್ ಐವಿ ಏಡ್ಸ್ ರೋಗದ ಪರೀಕ್ಷೆ ಕುರಿತು ಶಿಬಿರವನ್ನು ಏರ್ಪಡಿಸಲಾಗಿತ್ತು. ಹಲ್ಲುಗಳು ಆರೋಗ್ಯ ದಿನದ ಜೀವನದಲ್ಲಿ ಬಾಯಿ ಆರೋಗ್ಯ ಮುಖ್ಯವಾಗಿದ್ದು, ದಿನಕ್ಕೆರಡು ಸಲ ಹಲ್ಲುಜ್ಜಬೇಕು. ಹಲ್ಲಿನ ಸಮಸ್ಯೆಗೆ ವೈದ್ಯರನ್ನು ಭೇಟಿ ಮಾಡಬೇಕು. ಸಕ್ಕರೆ ರೋಗ ಹಾಗೂ ರಕ್ತದೊತ್ತಡ ನಿಯಂತ್ರಣಕ್ಕೆ ನಿಯಮಿತ ವ್ಯಾಯಾಮ, ಆಹಾರ ಪದ್ಧತಿ ಅನುಸರಿಸಬೇಕು ಎಂದು ವೈದ್ಯಾಧಿಕಾರಿ ಡಾ. ಬಿ.ಎಸ್. ಬಳ್ಳಾರಿ ಹೇಳಿದರು. ಆಧುನಿಕ ಜೀವನಶೈಲಿ ಆಹಾರ ಪದ್ಧತಿ, ಚಟಗಳ ಅನುಕರಣೆಯಿಂದ ಇವೆಲ್ಲಾ ಆನಾರೋಗ್ಯಕರ ರೋಗಗಳ ನಿಯಂತ್ರಿಸಬಹುದೆಂದು ಯರಗಟ್ಟಿ ಕ್ಷೇತ್ರ ಆರೋಗ್ಯ ಶಿಕ್ಷಣಾಧಿಕಾರಿ ಆಯ್ ಆರ್ ಗಂಜಿ ಹೇಳಿದರು. ಎಚ್ಐವಿ ರೋಗ ಇದು ಒಂದು ಸಾಂಕ್ರಾಮಿಕ ರೋಗವಾಗಿದ್ದು, ನಾಲ್ಕು ಮಾರ್ಗಗಳಿಂದ ಹರಡುತ್ತದೆ. ಈ ರೋಗದ ಬಗ್ಗೆ ಜಾಗೃತಿ ಅಗತ್ಯ ಎಂದರು. ಈ ವೇಳೆ ಗ್ರಾ.ಪಂ. ಸದಸ್ಯ ಕರಿಲಿಂಗಪ್ಪ, ಗ್ರಾ.ಪಂ. ಕಾರ್ಯದರ್ಶಿ ಲಕ್ಷ್ಮಣ ಮಾದರ, ಗೀತಾ ಪೋಳ, ವೀಣಾ ಬಿಸ್ಟಗೊಂಡ, ಕೂಲಿ ಕಾರ್ಮಿಕರು ಉಪಸ್ಥಿತರಿದ್ದರು. — [664, 1133, 1517, 1308]
tagline: ಲಂಚ ಕೊಡದವನಿಗೆ ಕೊಂಚವೂ ಸಿಗದು — [398, 59, 1150, 105]
masthead-title-right: ಭಾರತ ವೈಭವ — [1219, 29, 1462, 92]
marale-body-right — [1337, 1451, 1517, 1919]
marale-subhead: ಕಾರ್ಯಕ್ರಮಕ್ಕೆ ತೆರಳಲು ಬಟ್ಟೆ ಧರಿಸಿ ಅಣಿಯಾಗಿದ್ದ ಪತ್ನಿ, ಮಕ್ಕಳು — [788, 1405, 1392, 1439]
nss-photo — [881, 252, 1515, 478]
